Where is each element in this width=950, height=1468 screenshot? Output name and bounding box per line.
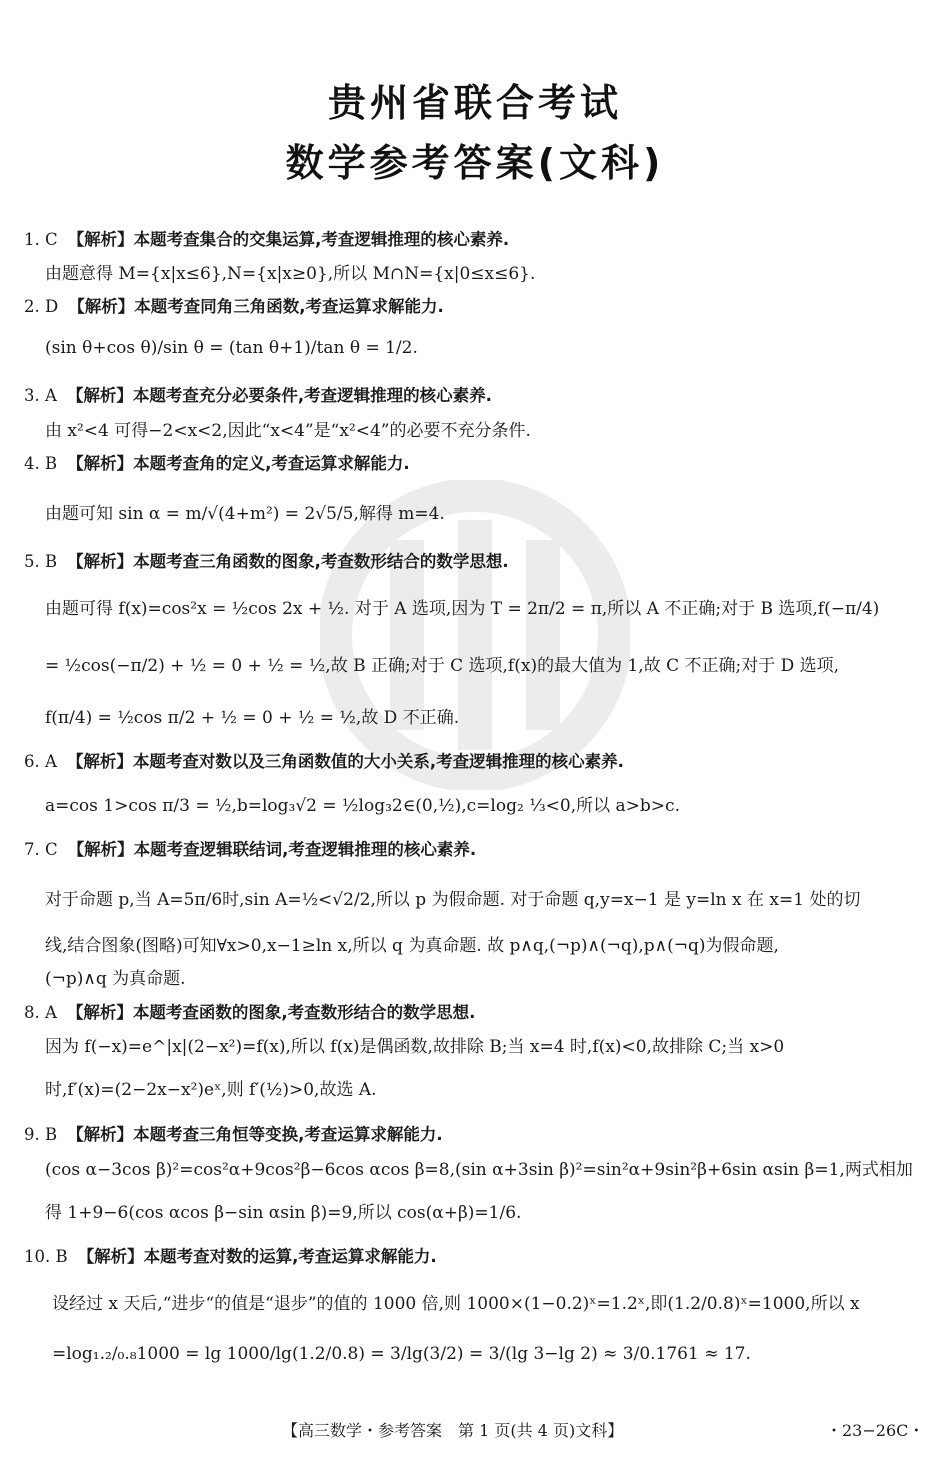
question-7-header	[24, 836, 476, 860]
question-number: 3. A	[24, 386, 57, 405]
question-topic: 本题考查逻辑联结词,考查逻辑推理的核心素养.	[133, 840, 477, 859]
question-number: 6. A	[24, 752, 57, 771]
question-1-solution: 由题意得 M={x|x≤6},N={x|x≥0},所以 M∩N={x|0≤x≤6}.	[45, 264, 536, 284]
question-9-solution-line-1: (cos α−3cos β)²=cos²α+9cos²β−6cos αcos β=8,(sin α+3sin β)²=sin²α+9sin²β+6sin αsin β=1,两式相加	[45, 1160, 913, 1180]
analysis-tag: 【解析】	[66, 752, 133, 771]
question-topic: 本题考查三角函数的图象,考查数形结合的数学思想.	[133, 552, 509, 571]
watermark-logo	[320, 480, 630, 790]
question-9-solution-line-2: 得 1+9−6(cos αcos β−sin αsin β)=9,所以 cos(α+β)=1/6.	[45, 1203, 522, 1223]
question-8-solution-line-1: 因为 f(−x)=e^|x|(2−x²)=f(x),所以 f(x)是偶函数,故排除 B;当 x=4 时,f(x)<0,故排除 C;当 x>0	[45, 1037, 785, 1057]
question-6-header	[24, 748, 624, 772]
analysis-tag: 【解析】	[67, 454, 134, 473]
question-topic: 本题考查同角三角函数,考查运算求解能力.	[134, 297, 444, 316]
question-number: 2. D	[24, 297, 59, 316]
question-7-solution-line-3: (¬p)∧q 为真命题.	[45, 969, 186, 989]
question-number: 1. C	[24, 230, 58, 249]
question-1-header	[24, 226, 509, 250]
analysis-tag: 【解析】	[66, 386, 133, 405]
analysis-tag: 【解析】	[77, 1247, 144, 1266]
question-2-header	[24, 293, 444, 317]
question-10-solution-line-1: 设经过 x 天后,“进步“的值是“退步”的值的 1000 倍,则 1000×(1−0.2)ˣ=1.2ˣ,即(1.2/0.8)ˣ=1000,所以 x	[52, 1294, 860, 1314]
question-10-solution-line-2: =log₁.₂/₀.₈1000 = lg 1000/lg(1.2/0.8) = 3/lg(3/2) = 3/(lg 3−lg 2) ≈ 3/0.1761 ≈ 17.	[52, 1344, 751, 1364]
analysis-tag: 【解析】	[67, 230, 134, 249]
question-topic: 本题考查对数的运算,考查运算求解能力.	[143, 1247, 437, 1266]
question-topic: 本题考查充分必要条件,考查逻辑推理的核心素养.	[132, 386, 492, 405]
footer-page-info: 【高三数学・参考答案 第 1 页(共 4 页)文科】	[282, 1421, 624, 1440]
question-topic: 本题考查角的定义,考查运算求解能力.	[133, 454, 410, 473]
question-9-header	[24, 1121, 443, 1145]
analysis-tag: 【解析】	[66, 1003, 133, 1022]
question-topic: 本题考查集合的交集运算,考查逻辑推理的核心素养.	[133, 230, 510, 249]
question-5-header	[24, 548, 509, 572]
analysis-tag: 【解析】	[67, 1125, 134, 1144]
question-8-header	[24, 999, 475, 1023]
page-subtitle: 数学参考答案(文科)	[285, 141, 665, 185]
question-5-solution-line-2: = ½cos(−π/2) + ½ = 0 + ½ = ½,故 B 正确;对于 C 选项,f(x)的最大值为 1,故 C 不正确;对于 D 选项,	[45, 656, 840, 676]
question-5-solution-line-3: f(π/4) = ½cos π/2 + ½ = 0 + ½ = ½,故 D 不正确.	[45, 708, 460, 728]
question-topic: 本题考查三角恒等变换,考查运算求解能力.	[133, 1125, 443, 1144]
page-title: 贵州省联合考试	[327, 81, 622, 125]
analysis-tag: 【解析】	[67, 840, 134, 859]
question-topic: 本题考查函数的图象,考查数形结合的数学思想.	[132, 1003, 476, 1022]
question-number: 5. B	[24, 552, 58, 571]
question-number: 10. B	[24, 1247, 68, 1266]
question-7-solution-line-1: 对于命题 p,当 A=5π/6时,sin A=½<√2/2,所以 p 为假命题. 对于命题 q,y=x−1 是 y=ln x 在 x=1 处的切	[45, 890, 861, 910]
footer-code: ・23−26C・	[826, 1421, 925, 1440]
question-5-solution-line-1: 由题可得 f(x)=cos²x = ½cos 2x + ½. 对于 A 选项,因为 T = 2π/2 = π,所以 A 不正确;对于 B 选项,f(−π/4)	[45, 599, 880, 619]
question-6-solution: a=cos 1>cos π/3 = ½,b=log₃√2 = ½log₃2∈(0,½),c=log₂ ⅓<0,所以 a>b>c.	[45, 796, 680, 816]
question-4-header	[24, 450, 410, 474]
question-10-header	[24, 1243, 437, 1267]
question-3-header	[24, 382, 492, 406]
question-2-solution: (sin θ+cos θ)/sin θ = (tan θ+1)/tan θ = 1/2.	[45, 338, 418, 358]
question-topic: 本题考查对数以及三角函数值的大小关系,考查逻辑推理的核心素养.	[132, 752, 624, 771]
analysis-tag: 【解析】	[67, 552, 134, 571]
question-4-solution: 由题可知 sin α = m/√(4+m²) = 2√5/5,解得 m=4.	[45, 504, 445, 524]
question-number: 8. A	[24, 1003, 57, 1022]
question-number: 9. B	[24, 1125, 58, 1144]
question-3-solution: 由 x²<4 可得−2<x<2,因此“x<4”是“x²<4”的必要不充分条件.	[45, 421, 531, 441]
question-7-solution-line-2: 线,结合图象(图略)可知∀x>0,x−1≥ln x,所以 q 为真命题. 故 p∧q,(¬p)∧(¬q),p∧(¬q)为假命题,	[45, 936, 779, 956]
question-number: 7. C	[24, 840, 58, 859]
question-number: 4. B	[24, 454, 58, 473]
analysis-tag: 【解析】	[68, 297, 135, 316]
question-8-solution-line-2: 时,f′(x)=(2−2x−x²)eˣ,则 f′(½)>0,故选 A.	[45, 1080, 377, 1100]
